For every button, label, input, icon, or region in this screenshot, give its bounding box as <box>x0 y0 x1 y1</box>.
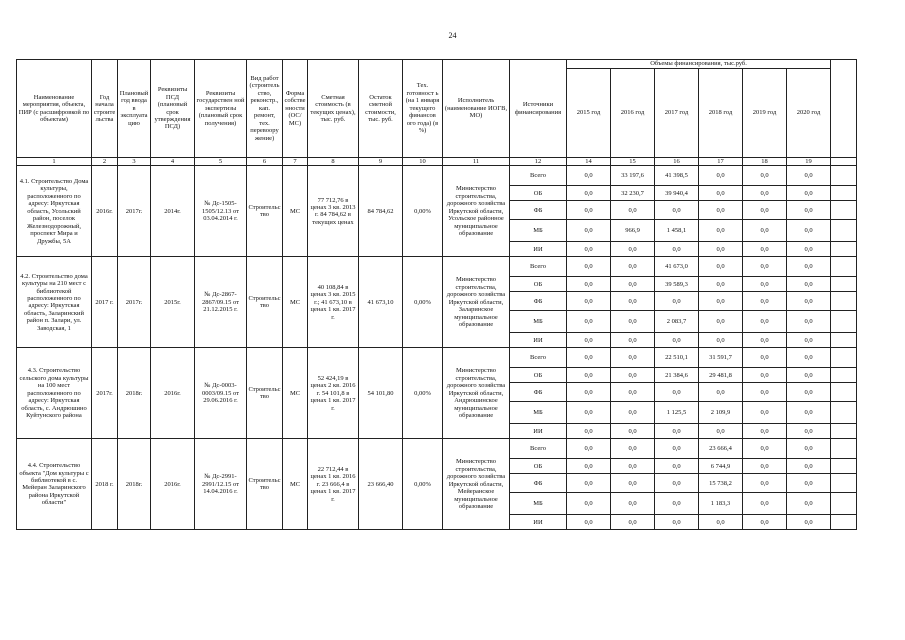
psd-date: 2016г. <box>151 348 195 439</box>
funding-value: 0,0 <box>699 257 743 277</box>
header-expertise: Реквизиты государствен ной экспертизы (плановый срок получения) <box>195 60 247 158</box>
funding-value: 1 458,1 <box>655 220 699 242</box>
header-year: 2020 год <box>787 69 831 158</box>
funding-value: 0,0 <box>567 277 611 292</box>
expertise-details: № Дс-2867-2867/09.15 от 21.12.2015 г. <box>195 257 247 348</box>
funding-value: 0,0 <box>611 311 655 333</box>
funding-value: 0,0 <box>787 383 831 402</box>
empty-cell <box>831 493 857 515</box>
funding-value: 0,0 <box>567 333 611 348</box>
start-year: 2017 г. <box>92 257 118 348</box>
funding-value: 0,0 <box>787 515 831 530</box>
funding-value: 0,0 <box>787 333 831 348</box>
column-number: 9 <box>359 158 403 166</box>
estimate-cost: 22 712,44 в ценах 1 кв. 2016 г. 23 666,4 в ценах 1 кв. 2017 г. <box>308 439 359 530</box>
table-row <box>17 348 857 368</box>
funding-source: ОБ <box>510 368 567 383</box>
expertise-details: № Дс-1505-1505/12.13 от 03.04.2014 г. <box>195 166 247 257</box>
funding-value: 0,0 <box>787 201 831 220</box>
empty-cell <box>831 257 857 277</box>
funding-value: 0,0 <box>567 242 611 257</box>
funding-value: 0,0 <box>611 439 655 459</box>
plan-year: 2018г. <box>118 348 151 439</box>
table-body <box>17 166 857 530</box>
funding-value: 0,0 <box>699 166 743 186</box>
plan-year: 2017г. <box>118 166 151 257</box>
funding-value: 0,0 <box>743 201 787 220</box>
empty-cell <box>831 186 857 201</box>
empty-cell <box>831 424 857 439</box>
funding-value: 0,0 <box>699 311 743 333</box>
financing-table <box>16 59 857 530</box>
funding-value: 0,0 <box>699 186 743 201</box>
remaining-cost: 84 784,62 <box>359 166 403 257</box>
column-number: 17 <box>699 158 743 166</box>
funding-value: 0,0 <box>655 333 699 348</box>
psd-date: 2014г. <box>151 166 195 257</box>
funding-value: 0,0 <box>655 474 699 493</box>
funding-source: ИИ <box>510 515 567 530</box>
executor: Министерство строительства, дорожного хозяйства Иркутской области, Заларинское муниципальное образование <box>443 257 510 348</box>
remaining-cost: 41 673,10 <box>359 257 403 348</box>
funding-value: 0,0 <box>567 348 611 368</box>
start-year: 2017г. <box>92 348 118 439</box>
funding-value: 966,9 <box>611 220 655 242</box>
funding-value: 39 589,3 <box>655 277 699 292</box>
column-number: 10 <box>403 158 443 166</box>
header-name: Наименование мероприятия, объекта, ПИР (с расшифровкой по объектам) <box>17 60 92 158</box>
funding-value: 0,0 <box>699 515 743 530</box>
funding-value: 0,0 <box>787 242 831 257</box>
funding-value: 0,0 <box>743 515 787 530</box>
header-psd: Реквизиты ПСД (плановый срок утверждения ПСД) <box>151 60 195 158</box>
funding-value: 0,0 <box>567 201 611 220</box>
funding-value: 41 673,0 <box>655 257 699 277</box>
empty-cell <box>831 439 857 459</box>
funding-value: 0,0 <box>655 242 699 257</box>
plan-year: 2018г. <box>118 439 151 530</box>
funding-source: ОБ <box>510 277 567 292</box>
funding-value: 0,0 <box>787 424 831 439</box>
funding-value: 0,0 <box>611 368 655 383</box>
funding-value: 41 398,5 <box>655 166 699 186</box>
funding-value: 0,0 <box>787 439 831 459</box>
readiness: 0,00% <box>403 439 443 530</box>
funding-value: 2 083,7 <box>655 311 699 333</box>
empty-cell <box>831 368 857 383</box>
funding-value: 0,0 <box>611 333 655 348</box>
funding-source: Всего <box>510 257 567 277</box>
header-readiness: Тех. готовност ь (на 1 января текущего финансов ого года) (в %) <box>403 60 443 158</box>
empty-cell <box>831 158 857 166</box>
funding-value: 0,0 <box>611 242 655 257</box>
header-executor: Исполнитель (наименование ИОГВ, МО) <box>443 60 510 158</box>
funding-value: 0,0 <box>567 439 611 459</box>
funding-value: 0,0 <box>567 292 611 311</box>
funding-value: 0,0 <box>787 186 831 201</box>
header-sources: Источники финансирования <box>510 60 567 158</box>
executor: Министерство строительства, дорожного хозяйства Иркутской области, Усольское районное муниципальное образование <box>443 166 510 257</box>
funding-value: 0,0 <box>743 333 787 348</box>
funding-value: 0,0 <box>743 277 787 292</box>
empty-cell <box>831 166 857 186</box>
funding-source: МБ <box>510 220 567 242</box>
column-number: 18 <box>743 158 787 166</box>
column-number: 15 <box>611 158 655 166</box>
expertise-details: № Дс-2991-2991/12.15 от 14.04.2016 г. <box>195 439 247 530</box>
funding-value: 1 125,5 <box>655 402 699 424</box>
funding-value: 39 940,4 <box>655 186 699 201</box>
funding-value: 0,0 <box>743 220 787 242</box>
funding-value: 0,0 <box>699 383 743 402</box>
funding-value: 0,0 <box>699 424 743 439</box>
funding-source: МБ <box>510 402 567 424</box>
ownership: МС <box>283 166 308 257</box>
funding-value: 0,0 <box>787 493 831 515</box>
funding-value: 32 230,7 <box>611 186 655 201</box>
funding-value: 0,0 <box>699 201 743 220</box>
funding-value: 29 481,8 <box>699 368 743 383</box>
header-year: 2017 год <box>655 69 699 158</box>
empty-cell <box>831 515 857 530</box>
object-name: 4.2. Строительство дома культуры на 210 мест с библиотекой расположенного по адресу: Иркутская область, Заларинский район п. Залари, ул. Заводская, 1 <box>17 257 92 348</box>
empty-cell <box>831 348 857 368</box>
column-number: 5 <box>195 158 247 166</box>
funding-value: 31 591,7 <box>699 348 743 368</box>
funding-value: 0,0 <box>787 166 831 186</box>
funding-value: 0,0 <box>655 439 699 459</box>
column-number: 2 <box>92 158 118 166</box>
executor: Министерство строительства, дорожного хозяйства Иркутской области, Мейеранское муниципальное образование <box>443 439 510 530</box>
funding-value: 0,0 <box>743 493 787 515</box>
funding-value: 0,0 <box>611 201 655 220</box>
funding-value: 0,0 <box>743 292 787 311</box>
funding-value: 22 510,1 <box>655 348 699 368</box>
estimate-cost: 77 712,76 в ценах 3 кв. 2013 г. 84 784,62 в текущих ценах <box>308 166 359 257</box>
empty-cell <box>831 242 857 257</box>
readiness: 0,00% <box>403 166 443 257</box>
start-year: 2018 г. <box>92 439 118 530</box>
funding-value: 0,0 <box>743 311 787 333</box>
funding-value: 0,0 <box>787 348 831 368</box>
funding-value: 0,0 <box>699 277 743 292</box>
table-row <box>17 439 857 459</box>
column-number: 3 <box>118 158 151 166</box>
work-type: Строительс тво <box>247 439 283 530</box>
funding-value: 0,0 <box>655 424 699 439</box>
funding-value: 0,0 <box>611 292 655 311</box>
funding-value: 0,0 <box>567 474 611 493</box>
header-financing: Объемы финансирования, тыс.руб. <box>567 60 831 69</box>
funding-value: 0,0 <box>787 220 831 242</box>
funding-value: 0,0 <box>699 220 743 242</box>
readiness: 0,00% <box>403 257 443 348</box>
header-year: 2015 год <box>567 69 611 158</box>
start-year: 2016г. <box>92 166 118 257</box>
funding-source: МБ <box>510 493 567 515</box>
funding-source: ИИ <box>510 242 567 257</box>
funding-value: 0,0 <box>787 292 831 311</box>
funding-value: 0,0 <box>743 424 787 439</box>
funding-value: 23 666,4 <box>699 439 743 459</box>
header-start-year: Год начала строите льства <box>92 60 118 158</box>
funding-value: 0,0 <box>787 311 831 333</box>
funding-source: ОБ <box>510 186 567 201</box>
funding-value: 0,0 <box>699 292 743 311</box>
funding-value: 0,0 <box>699 333 743 348</box>
funding-source: ФБ <box>510 201 567 220</box>
funding-source: ФБ <box>510 383 567 402</box>
column-number: 4 <box>151 158 195 166</box>
column-number: 11 <box>443 158 510 166</box>
empty-cell <box>831 220 857 242</box>
funding-value: 0,0 <box>743 166 787 186</box>
funding-value: 0,0 <box>567 368 611 383</box>
funding-value: 0,0 <box>699 242 743 257</box>
header-plan-year: Плановый год ввода в эксплуата цию <box>118 60 151 158</box>
funding-value: 21 384,6 <box>655 368 699 383</box>
object-name: 4.3. Строительство сельского дома культуры на 100 мест расположенного по адресу: Иркутская область, с. Андрюшино Куйтунского района <box>17 348 92 439</box>
funding-value: 2 109,9 <box>699 402 743 424</box>
estimate-cost: 40 108,84 в ценах 3 кв. 2015 г.; 41 673,10 в ценах 1 кв. 2017 г. <box>308 257 359 348</box>
funding-value: 0,0 <box>567 383 611 402</box>
plan-year: 2017г. <box>118 257 151 348</box>
funding-value: 0,0 <box>787 277 831 292</box>
table-row <box>17 166 857 186</box>
estimate-cost: 52 424,19 в ценах 2 кв. 2016 г. 54 101,8 в ценах 1 кв. 2017 г. <box>308 348 359 439</box>
funding-value: 0,0 <box>567 493 611 515</box>
funding-value: 0,0 <box>567 424 611 439</box>
funding-source: ФБ <box>510 474 567 493</box>
column-number: 1 <box>17 158 92 166</box>
funding-value: 0,0 <box>655 292 699 311</box>
funding-value: 0,0 <box>611 257 655 277</box>
empty-cell <box>831 333 857 348</box>
funding-value: 0,0 <box>743 257 787 277</box>
funding-source: ИИ <box>510 424 567 439</box>
funding-source: Всего <box>510 348 567 368</box>
page-number: 24 <box>448 31 457 40</box>
header-year: 2019 год <box>743 69 787 158</box>
table-row <box>17 257 857 277</box>
funding-value: 0,0 <box>567 257 611 277</box>
funding-value: 0,0 <box>787 402 831 424</box>
work-type: Строительс тво <box>247 257 283 348</box>
funding-value: 0,0 <box>611 383 655 402</box>
remaining-cost: 54 101,80 <box>359 348 403 439</box>
ownership: МС <box>283 257 308 348</box>
column-number: 16 <box>655 158 699 166</box>
funding-value: 0,0 <box>787 459 831 474</box>
funding-value: 0,0 <box>743 348 787 368</box>
header-work-type: Вид работ (строитель ство, реконстр., кап. ремонт, тех. перевоору жение) <box>247 60 283 158</box>
funding-value: 15 738,2 <box>699 474 743 493</box>
executor: Министерство строительства, дорожного хозяйства Иркутской области, Андрюшинское муниципальное образование <box>443 348 510 439</box>
work-type: Строительс тво <box>247 166 283 257</box>
funding-source: ОБ <box>510 459 567 474</box>
funding-value: 0,0 <box>611 493 655 515</box>
expertise-details: № Дс-0003-0003/09.15 от 29.06.2016 г. <box>195 348 247 439</box>
funding-value: 0,0 <box>655 383 699 402</box>
empty-cell <box>831 311 857 333</box>
header-remaining: Остаток сметной стоимости, тыс. руб. <box>359 60 403 158</box>
funding-value: 0,0 <box>611 402 655 424</box>
column-number-row <box>17 158 857 166</box>
funding-source: МБ <box>510 311 567 333</box>
funding-source: Всего <box>510 439 567 459</box>
header-year: 2016 год <box>611 69 655 158</box>
column-number: 19 <box>787 158 831 166</box>
funding-value: 0,0 <box>567 459 611 474</box>
psd-date: 2016г. <box>151 439 195 530</box>
readiness: 0,00% <box>403 348 443 439</box>
object-name: 4.1. Строительство Дома культуры, расположенного по адресу: Иркутская область, Усольский район, поселок Железнодорожный, проспект Мира и Дружбы, 5А <box>17 166 92 257</box>
ownership: МС <box>283 348 308 439</box>
funding-value: 0,0 <box>567 166 611 186</box>
funding-value: 6 744,9 <box>699 459 743 474</box>
funding-source: Всего <box>510 166 567 186</box>
header-year: 2018 год <box>699 69 743 158</box>
funding-value: 0,0 <box>743 402 787 424</box>
ownership: МС <box>283 439 308 530</box>
empty-cell <box>831 292 857 311</box>
empty-cell <box>831 60 857 158</box>
funding-value: 0,0 <box>787 257 831 277</box>
header-ownership: Форма собстве нности (ОС/МС) <box>283 60 308 158</box>
column-number: 12 <box>510 158 567 166</box>
funding-value: 0,0 <box>567 186 611 201</box>
funding-value: 0,0 <box>743 242 787 257</box>
column-number: 14 <box>567 158 611 166</box>
remaining-cost: 23 666,40 <box>359 439 403 530</box>
funding-value: 0,0 <box>611 277 655 292</box>
empty-cell <box>831 459 857 474</box>
funding-value: 0,0 <box>567 402 611 424</box>
psd-date: 2015г. <box>151 257 195 348</box>
funding-value: 1 183,3 <box>699 493 743 515</box>
funding-value: 0,0 <box>611 459 655 474</box>
table-header <box>17 60 857 166</box>
empty-cell <box>831 277 857 292</box>
empty-cell <box>831 402 857 424</box>
funding-value: 0,0 <box>787 368 831 383</box>
column-number: 7 <box>283 158 308 166</box>
funding-value: 0,0 <box>567 515 611 530</box>
funding-source: ИИ <box>510 333 567 348</box>
funding-source: ФБ <box>510 292 567 311</box>
funding-value: 0,0 <box>743 474 787 493</box>
funding-value: 0,0 <box>611 348 655 368</box>
empty-cell <box>831 474 857 493</box>
funding-value: 0,0 <box>611 424 655 439</box>
column-number: 6 <box>247 158 283 166</box>
funding-value: 0,0 <box>655 493 699 515</box>
funding-value: 0,0 <box>743 383 787 402</box>
funding-value: 0,0 <box>611 515 655 530</box>
funding-value: 0,0 <box>611 474 655 493</box>
funding-value: 0,0 <box>743 459 787 474</box>
empty-cell <box>831 201 857 220</box>
column-number: 8 <box>308 158 359 166</box>
funding-value: 33 197,6 <box>611 166 655 186</box>
funding-value: 0,0 <box>655 515 699 530</box>
funding-value: 0,0 <box>655 459 699 474</box>
funding-value: 0,0 <box>787 474 831 493</box>
header-estimate: Сметная стоимость (в текущих ценах), тыс. руб. <box>308 60 359 158</box>
funding-value: 0,0 <box>567 220 611 242</box>
funding-value: 0,0 <box>743 368 787 383</box>
funding-value: 0,0 <box>743 439 787 459</box>
work-type: Строительс тво <box>247 348 283 439</box>
funding-value: 0,0 <box>567 311 611 333</box>
empty-cell <box>831 383 857 402</box>
funding-value: 0,0 <box>743 186 787 201</box>
object-name: 4.4. Строительство объекта "Дом культуры с библиотекой в с. Мейеран Заларинского района Иркутской области" <box>17 439 92 530</box>
funding-value: 0,0 <box>655 201 699 220</box>
